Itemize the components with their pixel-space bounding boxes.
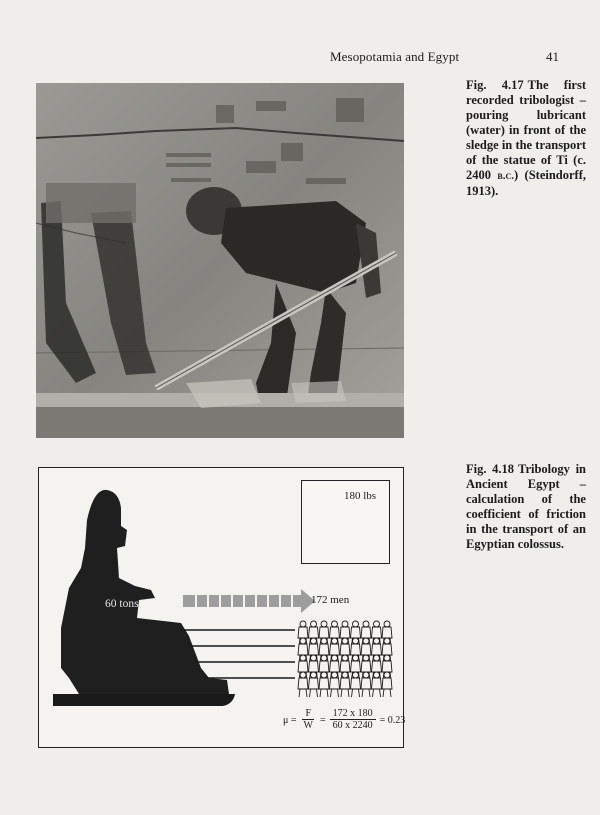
formula-numerator: 172 x 180 bbox=[330, 708, 376, 720]
running-header-title: Mesopotamia and Egypt bbox=[330, 49, 460, 64]
formula-fraction bbox=[330, 708, 376, 732]
figure-4-18-number: Fig. 4.18 bbox=[466, 462, 515, 476]
formula-f-over-w bbox=[301, 708, 316, 732]
formula-w: W bbox=[303, 720, 313, 731]
page-number: 41 bbox=[546, 49, 559, 64]
colossus-diagram bbox=[38, 467, 404, 748]
force-label: 180 lbs bbox=[344, 490, 377, 502]
figure-4-18-caption bbox=[466, 462, 586, 552]
men-count-label: 172 men bbox=[311, 594, 350, 606]
figure-4-17-caption bbox=[466, 78, 586, 199]
figure-4-18-caption-text: Tribology in Ancient Egypt – calculation of the coefficient of friction in the transport of an Egyptian colossus. bbox=[466, 462, 587, 551]
statue-silhouette bbox=[61, 490, 229, 694]
figure-4-17-caption-text: The first recorded tribologist – pouring lubricant (water) in front of the sledge in the transport of the statue of Ti (c. 2400 bbox=[466, 78, 586, 182]
friction-formula bbox=[283, 708, 405, 732]
formula-denominator: 60 x 2240 bbox=[332, 720, 373, 731]
formula-mu: μ = bbox=[283, 714, 297, 726]
figure-4-17-caption-end: ) (Steindorff, 1913). bbox=[466, 168, 586, 198]
pull-arrow bbox=[183, 589, 315, 613]
relief-photograph bbox=[36, 83, 404, 438]
formula-equals: = bbox=[319, 714, 326, 726]
figure-4-17-era: b.c. bbox=[497, 170, 514, 182]
sledge bbox=[53, 694, 235, 706]
formula-f: F bbox=[302, 708, 314, 720]
figure-4-17-number: Fig. 4.17 bbox=[466, 78, 524, 92]
statue-weight-label: 60 tons bbox=[105, 598, 139, 610]
formula-result: = 0.23 bbox=[379, 714, 406, 726]
relief-image bbox=[36, 83, 404, 438]
